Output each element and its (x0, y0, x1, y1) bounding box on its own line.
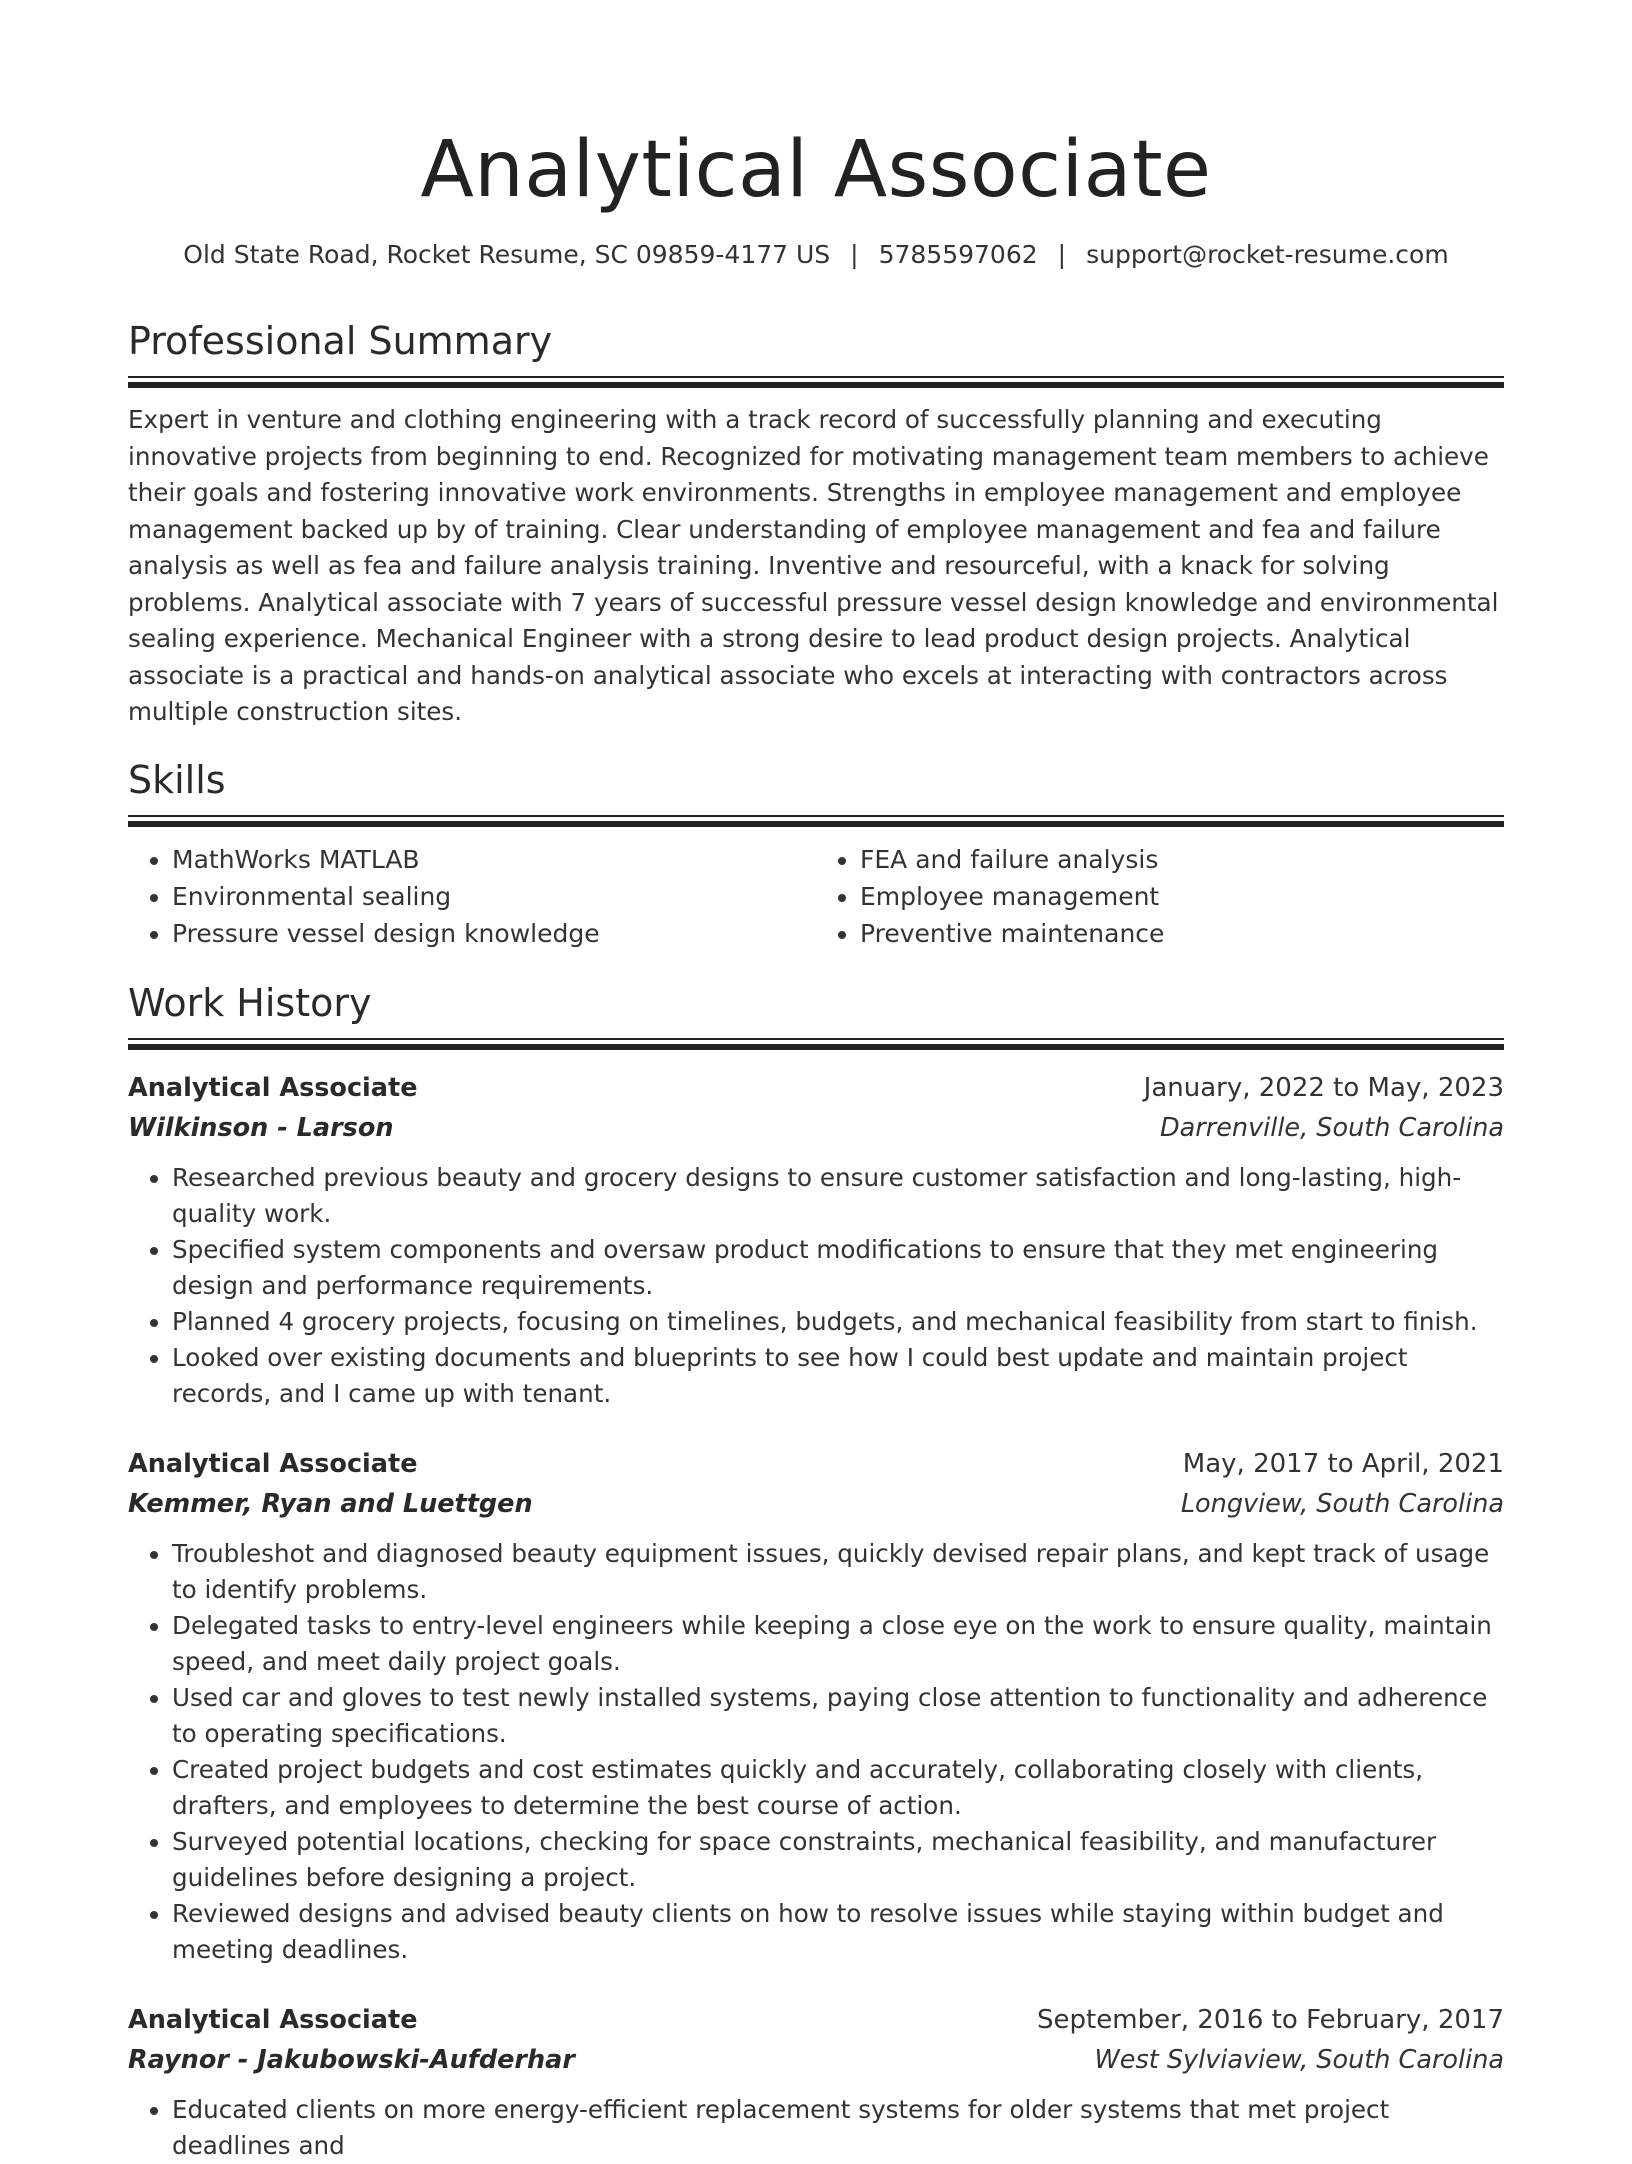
contact-separator: | (850, 240, 859, 269)
job-bullet: • Reviewed designs and advised beauty clients on how to resolve issues while staying within budget and meeting deadlines. (172, 1896, 1504, 1968)
skills-column-right (816, 841, 1504, 952)
job-dates: January, 2022 to May, 2023 (1143, 1072, 1504, 1103)
summary-section (128, 318, 1504, 731)
job-bullets (128, 1160, 1504, 1412)
job-location: Darrenville, South Carolina (1159, 1112, 1504, 1143)
skill-item: • MathWorks MATLAB (172, 841, 816, 878)
job-dates: September, 2016 to February, 2017 (1037, 2004, 1504, 2035)
skills-grid (128, 841, 1504, 952)
job-title: Analytical Associate (128, 1448, 418, 1479)
job-bullet: • Researched previous beauty and grocery designs to ensure customer satisfaction and long-lasting, high-quality work. (172, 1160, 1504, 1232)
section-divider (128, 1038, 1504, 1050)
skill-item: • Preventive maintenance (860, 915, 1504, 952)
job-bullet: • Planned 4 grocery projects, focusing on timelines, budgets, and mechanical feasibility from start to finish. (172, 1304, 1504, 1340)
contact-phone: 5785597062 (878, 240, 1038, 269)
job-bullet: • Specified system components and oversaw product modifications to ensure that they met engineering design and performance requirements. (172, 1232, 1504, 1304)
summary-text: Expert in venture and clothing engineering with a track record of successfully planning and executing innovative projects from beginning to end. Recognized for motivating management team members to achieve their goals and fostering innovative work environments. Strengths in employee management and employee management backed up by of training. Clear understanding of employee management and fea and failure analysis as well as fea and failure analysis training. Inventive and resourceful, with a knack for solving problems. Analytical associate with 7 years of successful pressure vessel design knowledge and environmental sealing experience. Mechanical Engineer with a strong desire to lead product design projects. Analytical associate is a practical and hands-on analytical associate who excels at interacting with contractors across multiple construction sites. (128, 405, 1499, 726)
job-bullets (128, 1536, 1504, 1968)
contact-separator: | (1057, 240, 1067, 269)
skills-section (128, 757, 1504, 952)
job-title: Analytical Associate (128, 1072, 418, 1103)
job-company: Kemmer, Ryan and Luettgen (128, 1488, 533, 1519)
job-entry (128, 1444, 1504, 1968)
job-title: Analytical Associate (128, 2004, 418, 2035)
job-location: West Sylviaview, South Carolina (1094, 2044, 1504, 2075)
section-title-work-history: Work History (128, 980, 372, 1025)
contact-line (128, 238, 1504, 272)
skill-item: • FEA and failure analysis (860, 841, 1504, 878)
job-bullet: • Educated clients on more energy-efficient replacement systems for older systems that met project deadlines and (172, 2092, 1504, 2164)
job-bullet: • Surveyed potential locations, checking for space constraints, mechanical feasibility, and manufacturer guidelines before designing a project. (172, 1824, 1504, 1896)
contact-address: Old State Road, Rocket Resume, SC 09859-4177 US (183, 240, 831, 269)
job-entry (128, 2000, 1504, 2164)
skill-item: • Pressure vessel design knowledge (172, 915, 816, 952)
job-bullet: • Used car and gloves to test newly installed systems, paying close attention to functionality and adherence to operating specifications. (172, 1680, 1504, 1752)
job-bullets (128, 2092, 1504, 2164)
resume-page (128, 0, 1504, 2164)
skill-item: • Environmental sealing (172, 878, 816, 915)
contact-email: support@rocket-resume.com (1086, 240, 1449, 269)
job-bullet: • Looked over existing documents and blueprints to see how I could best update and maintain project records, and I came up with tenant. (172, 1340, 1504, 1412)
work-history-section (128, 980, 1504, 2164)
section-title-summary: Professional Summary (128, 319, 553, 363)
job-company: Wilkinson - Larson (128, 1112, 394, 1143)
job-location: Longview, South Carolina (1180, 1488, 1504, 1519)
job-bullet: • Delegated tasks to entry-level engineers while keeping a close eye on the work to ensure quality, maintain speed, and meet daily project goals. (172, 1608, 1504, 1680)
job-dates: May, 2017 to April, 2021 (1182, 1448, 1504, 1479)
resume-name: Analytical Associate (420, 125, 1212, 215)
skills-column-left (128, 841, 816, 952)
section-title-skills: Skills (128, 757, 226, 802)
job-bullet: • Created project budgets and cost estimates quickly and accurately, collaborating closely with clients, drafters, and employees to determine the best course of action. (172, 1752, 1504, 1824)
job-entry (128, 1068, 1504, 1412)
section-divider (128, 376, 1504, 388)
job-company: Raynor - Jakubowski-Aufderhar (128, 2044, 575, 2075)
job-bullet: • Troubleshot and diagnosed beauty equipment issues, quickly devised repair plans, and kept track of usage to identify problems. (172, 1536, 1504, 1608)
section-divider (128, 815, 1504, 827)
skill-item: • Employee management (860, 878, 1504, 915)
